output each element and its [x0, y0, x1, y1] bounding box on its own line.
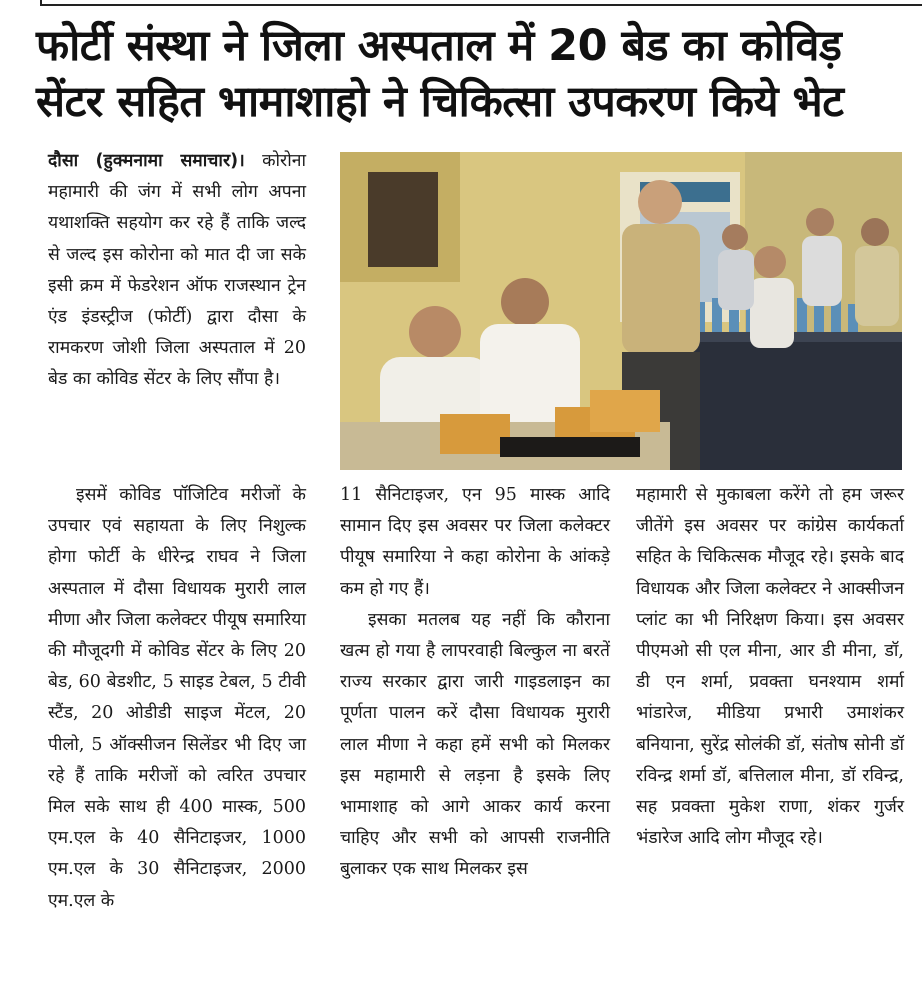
- column-1-body: [48, 480, 306, 917]
- dateline-source: (हुक्मनामा समाचार)।: [95, 151, 245, 171]
- column-1-intro: [48, 146, 306, 396]
- top-rule: [40, 0, 922, 6]
- headline-line-1: फोर्टी संस्था ने जिला अस्पताल में 20 बेड का कोविड़: [36, 21, 842, 71]
- column-1-paragraph: इसमें कोविड पॉजिटिव मरीजों के उपचार एवं सहायता के लिए निशुल्क होगा फोर्टी के धीरेन्द्र राघव ने जिला अस्पताल में दौसा विधायक मुरारी लाल मीणा और जिला कलेक्टर पीयूष समारिया की मौजूदगी में कोविड सेंटर के लिए 20 बेड, 60 बेडशीट, 5 साइड टेबल, 5 टीवी स्टैंड, 20 ओडीडी साइज मेंटल, 20 पीलो, 5 ऑक्सीजन सिलेंडर भी दिए जा रहे हैं ताकि मरीजों को त्वरित उपचार मिल सके साथ ही 400 मास्क, 500 एम.एल के 40 सैनिटाइजर, 1000 एम.एल के 30 सैनिटाइजर, 2000 एम.एल के: [48, 485, 306, 911]
- column-2: [340, 480, 610, 886]
- column-3-paragraph: महामारी से मुकाबला करेंगे तो हम जरूर जीतेंगे इस अवसर पर कांग्रेस कार्यकर्ता सहित के चिकित्सक मौजूद रहे। इसके बाद विधायक और जिला कलेक्टर ने आक्सीजन प्लांट का भी निरिक्षण किया। इस अवसर पीएमओ सी एल मीना, आर डी मीना, डॉ, डी एन शर्मा, प्रवक्ता घनश्याम शर्मा भांडारेज, मीडिया प्रभारी उमाशंकर बनियाना, सुरेंद्र सोलंकी डॉ, संतोष सोनी डॉ रविन्द्र शर्मा डॉ, बत्तिलाल मीना, डॉ रविन्द्र, सह प्रवक्ता मुकेश राणा, शंकर गुर्जर भंडारेज आदि लोग मौजूद रहे।: [636, 485, 904, 849]
- headline: [36, 18, 916, 130]
- headline-line-2: सेंटर सहित भामाशाहो ने चिकित्सा उपकरण किये भेट: [36, 77, 844, 127]
- column-3: [636, 480, 904, 854]
- intro-paragraph: कोरोना महामारी की जंग में सभी लोग अपना यथाशक्ति सहयोग कर रहे हैं ताकि जल्द से जल्द इस कोरोना को मात दी जा सके इसी क्रम में फेडरेशन ऑफ राजस्थान ट्रेन एंड इंडस्ट्रीज (फोर्टी) द्वारा दौसा के रामकरण जोशी जिला अस्पताल में 20 बेड का कोविड सेंटर के लिए सौंपा है।: [48, 151, 306, 390]
- column-2-paragraph-2: इसका मतलब यह नहीं कि कौराना खत्म हो गया है लापरवाही बिल्कुल ना बरतें राज्य सरकार द्वारा जारी गाइडलाइन का पूर्णता पालन करें दौसा विधायक मुरारी लाल मीणा ने कहा हमें सभी को मिलकर इस महामारी से लड़ना है इसके लिए भामाशाह को आगे आकर कार्य करना चाहिए और सभी को आपसी राजनीति बुलाकर एक साथ मिलकर इस: [340, 609, 610, 880]
- event-photo-illustration: [340, 152, 902, 470]
- dateline-city: दौसा: [48, 151, 79, 171]
- column-2-paragraph-1: 11 सैनिटाइजर, एन 95 मास्क आदि सामान दिए इस अवसर पर जिला कलेक्टर पीयूष समारिया ने कहा कोरोना के आंकड़े कम हो गए हैं।: [340, 485, 610, 599]
- event-photo: [340, 152, 902, 470]
